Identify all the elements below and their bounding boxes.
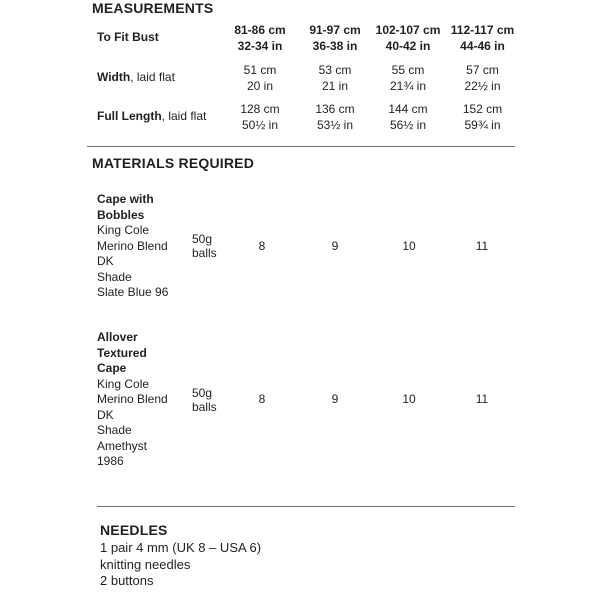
material-detail-line: Shade [97,423,132,437]
width-size-1: 51 cm 20 in [243,63,277,93]
material-qty-size-1: 8 [258,239,266,253]
material-unit: 50g balls [192,232,217,260]
length-size-1: 128 cm 50½ in [240,102,280,132]
material-name-line: Textured [97,345,147,360]
material-detail-line: Shade [97,269,132,284]
length-size-2: 136 cm 53½ in [315,102,355,132]
material-name-line: Cape with [97,192,154,206]
material-name-line: Bobbles [97,207,145,222]
length-size-4: 152 cm 59¾ in [462,102,503,132]
material-detail-line: DK [97,254,114,268]
bust-size-2: 91-97 cm 36-38 in [309,23,361,53]
material-qty-size-2: 9 [331,392,339,406]
material-detail-line: 1986 [97,454,124,468]
material-detail-line: Slate Blue 96 [97,285,169,299]
material-qty-size-1: 8 [258,392,266,406]
material-qty-size-4: 11 [475,239,489,253]
material-detail-line: Merino Blend [97,238,168,253]
needles-list [100,540,261,590]
row-label-full-length: Full Length, laid flat [97,109,207,123]
materials-heading: MATERIALS REQUIRED [92,155,255,171]
material-qty-size-3: 10 [402,392,416,406]
width-size-4: 57 cm 22½ in [464,63,501,93]
material-detail-line: King Cole [97,376,150,391]
bust-size-3: 102-107 cm 40-42 in [375,23,441,53]
material-qty-size-2: 9 [331,239,339,253]
needles-line: knitting needles [100,556,191,572]
material-name-line: Cape [97,361,127,375]
row-label-width: Width, laid flat [97,70,175,84]
material-unit: 50g balls [192,386,217,414]
divider-materials [97,506,515,507]
divider-measurements [87,146,515,147]
material-detail-line: King Cole [97,223,150,237]
width-size-3: 55 cm 21¾ in [389,63,427,93]
material-qty-size-4: 11 [475,392,489,406]
measurements-heading: MEASUREMENTS [92,0,214,16]
needles-line: 1 pair 4 mm (UK 8 – USA 6) [100,540,262,555]
material-detail-line: DK [97,407,114,422]
length-size-3: 144 cm 56½ in [388,102,428,132]
width-size-2: 53 cm 21 in [318,63,352,93]
material-qty-size-3: 10 [402,239,416,253]
bust-size-4: 112-117 cm 44-46 in [450,23,515,53]
material-detail-line: Merino Blend [97,392,168,406]
row-label-to-fit-bust: To Fit Bust [97,30,159,44]
material-item-cape-with-bobbles [97,192,168,301]
bust-size-1: 81-86 cm 32-34 in [234,23,286,53]
material-detail-line: Amethyst [97,438,148,453]
needles-heading: NEEDLES [100,522,168,538]
material-name-line: Allover [97,330,138,344]
needles-line: 2 buttons [100,573,154,588]
material-item-allover-textured-cape [97,330,168,470]
